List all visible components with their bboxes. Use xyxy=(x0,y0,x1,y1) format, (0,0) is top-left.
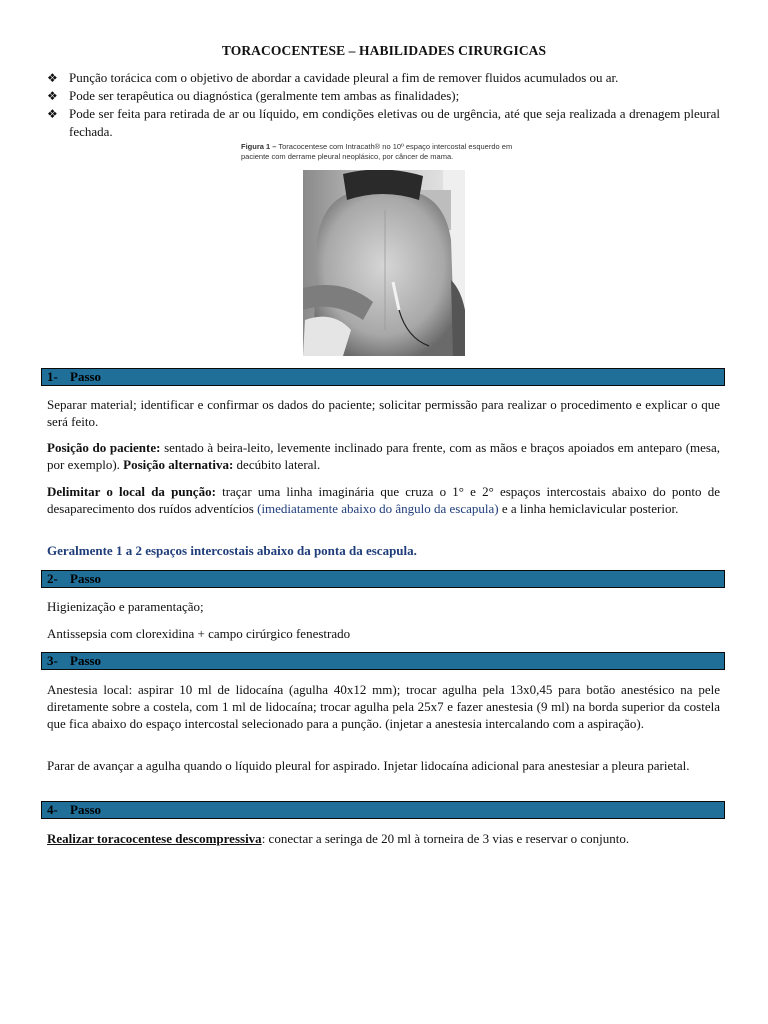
list-item xyxy=(47,69,720,87)
step-number: 1- xyxy=(47,369,58,384)
list-item xyxy=(47,87,720,105)
step-1-paragraph-3 xyxy=(47,483,720,517)
puncture-site-label: Delimitar o local da punção: xyxy=(47,484,216,499)
step-label: Passo xyxy=(70,369,102,384)
step-2-paragraph-1: Higienização e paramentação; xyxy=(47,599,204,614)
step-3-header xyxy=(41,652,725,670)
step-2-paragraph-2: Antissepsia com clorexidina + campo cirúrgico fenestrado xyxy=(47,626,351,641)
step-number: 2- xyxy=(47,571,58,586)
step-2-header xyxy=(41,570,725,588)
page-title: TORACOCENTESE – HABILIDADES CIRURGICAS xyxy=(221,43,547,58)
step-1-header xyxy=(41,368,725,386)
bullet-text: Pode ser feita para retirada de ar ou líquido, em condições eletivas ou de urgência, até que seja realizada a drenagem pleural fechada. xyxy=(69,106,720,139)
puncture-site-text: traçar uma linha imaginária que cruza o 1° e 2° espaços intercostais abaixo do ponto de desaparecimento dos ruídos adventícios xyxy=(47,484,720,516)
alternative-position-text: decúbito lateral. xyxy=(233,457,321,472)
step-number: 3- xyxy=(47,653,58,668)
step-3-paragraph-1: Anestesia local: aspirar 10 ml de lidocaína (agulha 40x12 mm); trocar agulha pela 13x0,45 para botão anestésico na pele diretamente sobre a costela, com 1 ml de lidocaína; trocar agulha pela 25x7 e fazer anestesia (9 ml) na borda superior da costela que fica abaixo do espaço intercostal selecionado para a punção. (injetar a anestesia intercalando com a aspiração). xyxy=(47,682,720,731)
diamond-bullet-icon: ❖ xyxy=(47,89,58,103)
list-item xyxy=(47,105,720,141)
patient-back-photo xyxy=(303,170,465,356)
step-label: Passo xyxy=(70,571,102,586)
alternative-position-label: Posição alternativa: xyxy=(123,457,234,472)
decompressive-text: : conectar a seringa de 20 ml à torneira de 3 vias e reservar o conjunto. xyxy=(261,831,630,846)
figure-caption-label: Figura 1 – xyxy=(241,142,277,151)
step-1-paragraph-1: Separar material; identificar e confirmar os dados do paciente; solicitar permissão para realizar o procedimento e explicar o que será feito. xyxy=(47,397,720,429)
step-4-header xyxy=(41,801,725,819)
intro-bullet-list xyxy=(47,69,720,141)
figure-1 xyxy=(241,142,527,358)
patient-position-label: Posição do paciente: xyxy=(47,440,161,455)
bullet-text: Pode ser terapêutica ou diagnóstica (geralmente tem ambas as finalidades); xyxy=(69,88,460,103)
bullet-text: Punção torácica com o objetivo de abordar a cavidade pleural a fim de remover fluidos acumulados ou ar. xyxy=(69,70,619,85)
step-1-highlight: Geralmente 1 a 2 espaços intercostais abaixo da ponta da escapula. xyxy=(47,543,417,558)
diamond-bullet-icon: ❖ xyxy=(47,107,58,121)
patient-position-text: sentado à beira-leito, levemente inclinado para frente, com as mãos e braços apoiados em anteparo (mesa, por exemplo). xyxy=(47,440,720,472)
step-3-paragraph-2: Parar de avançar a agulha quando o líquido pleural for aspirado. Injetar lidocaína adicional para anestesiar a pleura parietal. xyxy=(47,758,690,773)
step-label: Passo xyxy=(70,802,102,817)
step-label: Passo xyxy=(70,653,102,668)
diamond-bullet-icon: ❖ xyxy=(47,71,58,85)
figure-caption xyxy=(241,142,527,162)
step-number: 4- xyxy=(47,802,58,817)
puncture-site-end: e a linha hemiclavicular posterior. xyxy=(498,501,679,516)
decompressive-label: Realizar toracocentese descompressiva xyxy=(47,831,262,846)
puncture-site-note: (imediatamente abaixo do ângulo da escapula) xyxy=(257,501,499,516)
step-4-paragraph-1 xyxy=(47,830,720,847)
figure-caption-text: Toracocentese com Intracath® no 10º espaço intercostal esquerdo em paciente com derrame pleural neoplásico, por câncer de mama. xyxy=(241,142,513,161)
step-1-paragraph-2 xyxy=(47,439,720,473)
